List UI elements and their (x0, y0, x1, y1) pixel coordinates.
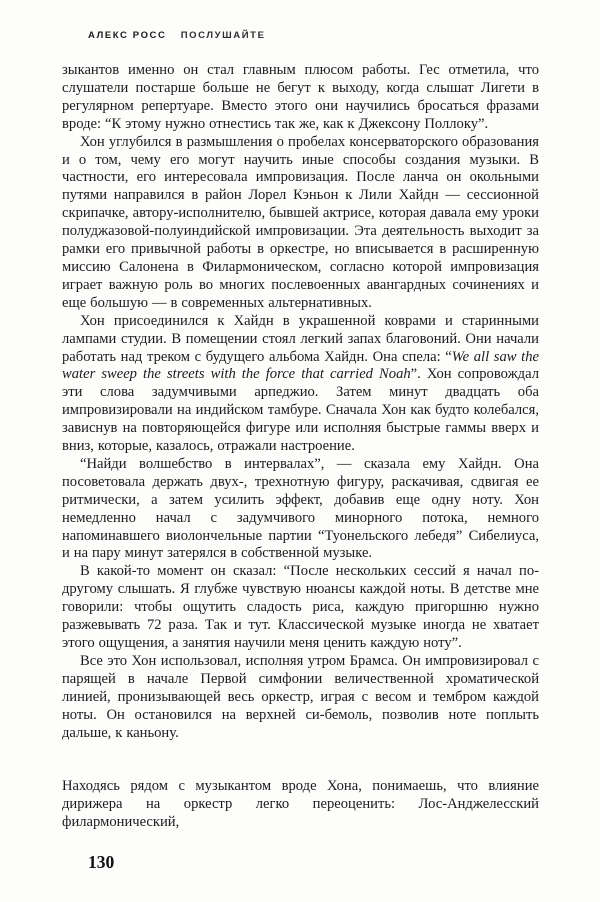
paragraph: Все это Хон использовал, исполняя утром Брамса. Он импровизировал с парящей в начале Первой симфонии величественной хроматической линией, пронизывающей весь оркестр, играя с весом и тембром каждой ноты. Он остановился на верхней си-бемоль, позволив ноте поплыть дальше, к каньону. (62, 652, 539, 741)
paragraph: В какой-то момент он сказал: “После нескольких сессий я начал по-другому слышать. Я глубже чувствую нюансы каждой ноты. В детстве мне говорили: чтобы ощутить сладость риса, каждую пригоршню нужно разжевывать 72 раза. Так и тут. Классической музыке иногда не хватает этого ощущения, а занятия научили меня ценить каждую ноту”. (62, 563, 539, 651)
lyrics-quote-italic: We all saw the water sweep the streets with the force that carried Noah (62, 348, 539, 383)
page-footer (88, 852, 114, 873)
paragraph-continuation: зыкантов именно он стал главным плюсом работы. Гес отметила, что слушатели постарше больше не бегут к выходу, когда слышат Лигети в регулярном репертуаре. Вместо этого они научились бросаться фразами вроде: “К этому нужно отнестись так же, как к Джексону Поллоку”. (62, 62, 539, 132)
page-body (62, 62, 539, 832)
paragraph-text: Хон присоединился к Хайдн в украшенной коврами и старинными лампами студии. В помещении стоял легкий запах благовоний. Они начали работать над треком с будущего альбома Хайдн. Она спела: “ (62, 312, 539, 365)
header-book-title: ПОСЛУШАЙТЕ (180, 30, 266, 41)
running-header (88, 30, 266, 41)
paragraph (62, 313, 539, 456)
paragraph-new-section: Находясь рядом с музыкантом вроде Хона, понимаешь, что влияние дирижера на оркестр легко переоценить: Лос-Анджелесский филармонический, (62, 778, 539, 831)
paragraph: “Найди волшебство в интервалах”, — сказала ему Хайдн. Она посоветовала держать двух-, трехнотную фигуру, раскачивая, сдвигая ее ритмически, а затем усилить эффект, добавив еще одну ноту. Хон немедленно начал с задумчивого минорного потока, немного напоминавшего виолончельные партии “Туонельского лебедя” Сибелиуса, и на пару минут затерялся в собственной музыке. (62, 455, 539, 562)
header-author: АЛЕКС РОСС (88, 30, 167, 41)
page-number: 130 (88, 852, 115, 872)
paragraph: Хон углубился в размышления о пробелах консерваторского образования и о том, чему его могут научить иные способы создания музыки. В частности, его интересовала импровизация. После ланча он окольными путями направился в район Лорел Кэньон к Лили Хайдн — сессионной скрипачке, автору-исполнителю, бывшей актрисе, которая давала ему уроки полуджазовой-полуиндийской импровизации. Эта деятельность выходит за рамки его привычной работы в оркестре, но вписывается в расширенную миссию Салонена в Филармоническом, согласно которой импровизация играет важную роль во многих послевоенных авангардных сочинениях и еще большую — в современных альтернативных. (62, 133, 539, 311)
paragraph-text: ”. Хон сопровождал эти слова задумчивыми арпеджио. Затем минут двадцать оба импровизировали на индийском тамбуре. Сначала Хон как будто колебался, зависнув на повторяющейся фигуре или исполняя быстрые гаммы вверх и вниз, которые, казалось, отражали настроение. (62, 366, 539, 455)
